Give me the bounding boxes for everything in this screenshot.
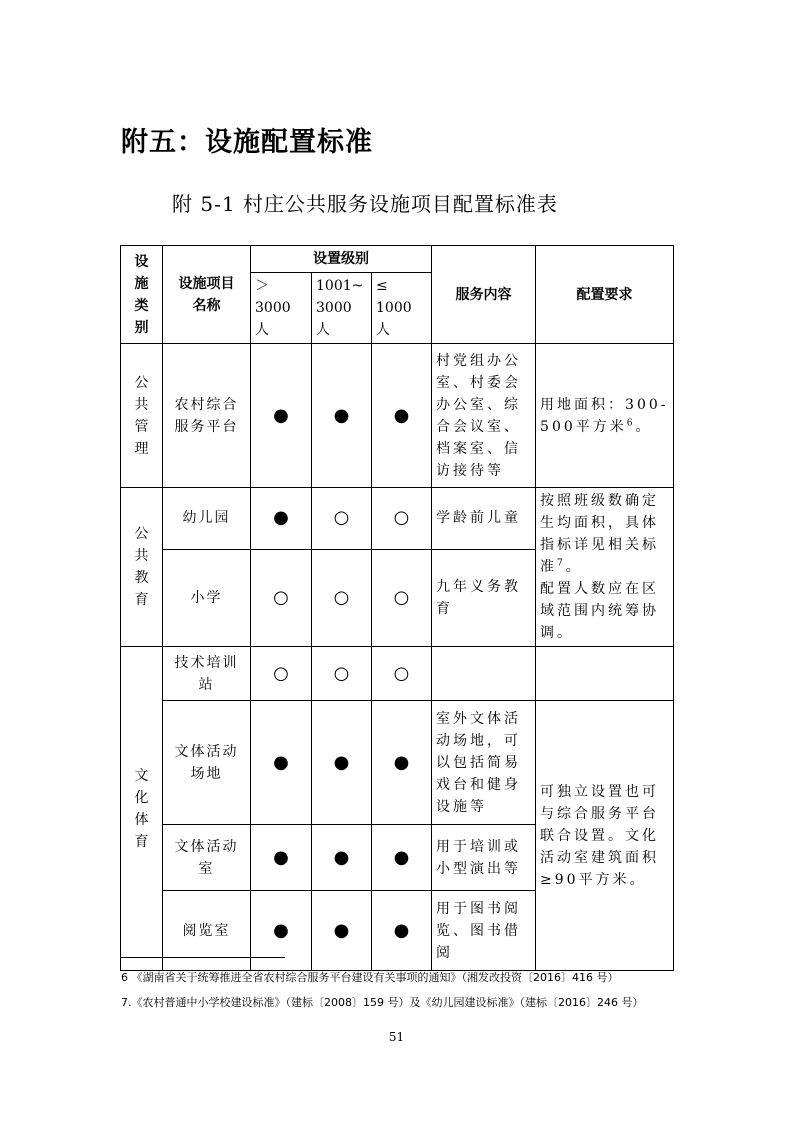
service-content: 九年义务教育 bbox=[432, 549, 536, 646]
footnote-6: 6 《湖南省关于统筹推进全省农村综合服务平台建设有关事项的通知》（湘发改投资〔2016〕416 号） bbox=[121, 971, 619, 984]
level-mark: ● bbox=[372, 891, 432, 971]
level-mark: ○ bbox=[372, 647, 432, 701]
header-level-2: 1001~ 3000 人 bbox=[312, 273, 372, 344]
footnote-divider bbox=[121, 957, 285, 958]
level-mark: ● bbox=[372, 825, 432, 891]
table-title: 附 5-1 村庄公共服务设施项目配置标准表 bbox=[172, 192, 558, 216]
category-culture-sports: 文 化 体 育 bbox=[121, 647, 163, 971]
service-content: 学龄前儿童 bbox=[432, 488, 536, 550]
requirement-empty bbox=[536, 647, 674, 701]
level-mark: ○ bbox=[312, 647, 372, 701]
item-name: 幼儿园 bbox=[163, 488, 251, 550]
level-mark: ○ bbox=[372, 488, 432, 550]
level-mark: ● bbox=[251, 488, 312, 550]
level-mark: ● bbox=[312, 891, 372, 971]
service-content: 用于培训或小型演出等 bbox=[432, 825, 536, 891]
header-requirement: 配置要求 bbox=[536, 246, 674, 344]
header-name: 设施项目 名称 bbox=[163, 246, 251, 344]
level-mark: ● bbox=[372, 701, 432, 825]
page-number: 51 bbox=[388, 1030, 405, 1044]
service-content bbox=[432, 647, 536, 701]
level-mark: ● bbox=[251, 344, 312, 488]
requirement: 可独立设置也可与综合服务平台联合设置。文化活动室建筑面积≥90平方米。 bbox=[536, 701, 674, 971]
standards-table bbox=[120, 245, 674, 971]
level-mark: ○ bbox=[312, 549, 372, 646]
page-heading: 附五：设施配置标准 bbox=[121, 127, 373, 158]
item-name: 阅览室 bbox=[163, 891, 251, 971]
service-content: 村党组办公室、村委会办公室、综合会议室、档案室、信访接待等 bbox=[432, 344, 536, 488]
item-name: 农村综合服务平台 bbox=[163, 344, 251, 488]
requirement: 按照班级数确定生均面积，具体指标详见相关标准$^7$。 配置人数应在区域范围内统筹协调。 bbox=[536, 488, 674, 647]
item-name: 文体活动场地 bbox=[163, 701, 251, 825]
level-mark: ● bbox=[312, 825, 372, 891]
header-level-1: ＞ 3000 人 bbox=[251, 273, 312, 344]
level-mark: ● bbox=[312, 344, 372, 488]
level-mark: ○ bbox=[372, 549, 432, 646]
header-level: 设置级别 bbox=[251, 246, 432, 273]
level-mark: ● bbox=[312, 701, 372, 825]
level-mark: ● bbox=[251, 825, 312, 891]
service-content: 室外文体活动场地，可以包括简易戏台和健身设施等 bbox=[432, 701, 536, 825]
level-mark: ● bbox=[251, 701, 312, 825]
item-name: 技术培训站 bbox=[163, 647, 251, 701]
requirement: 用地面积：300-500平方米$^6$。 bbox=[536, 344, 674, 488]
footnote-7: 7.《农村普通中小学校建设标准》（建标〔2008〕159 号）及《幼儿园建设标准》（建标〔2016〕246 号） bbox=[121, 996, 644, 1009]
level-mark: ○ bbox=[251, 647, 312, 701]
header-level-3: ≤ 1000 人 bbox=[372, 273, 432, 344]
category-public-admin: 公 共 管 理 bbox=[121, 344, 163, 488]
service-content: 用于图书阅览、图书借阅 bbox=[432, 891, 536, 971]
item-name: 文体活动室 bbox=[163, 825, 251, 891]
level-mark: ○ bbox=[312, 488, 372, 550]
header-category: 设 施 类 别 bbox=[121, 246, 163, 344]
category-public-education: 公 共 教 育 bbox=[121, 488, 163, 647]
level-mark: ● bbox=[251, 891, 312, 971]
level-mark: ● bbox=[372, 344, 432, 488]
header-service: 服务内容 bbox=[432, 246, 536, 344]
level-mark: ○ bbox=[251, 549, 312, 646]
item-name: 小学 bbox=[163, 549, 251, 646]
